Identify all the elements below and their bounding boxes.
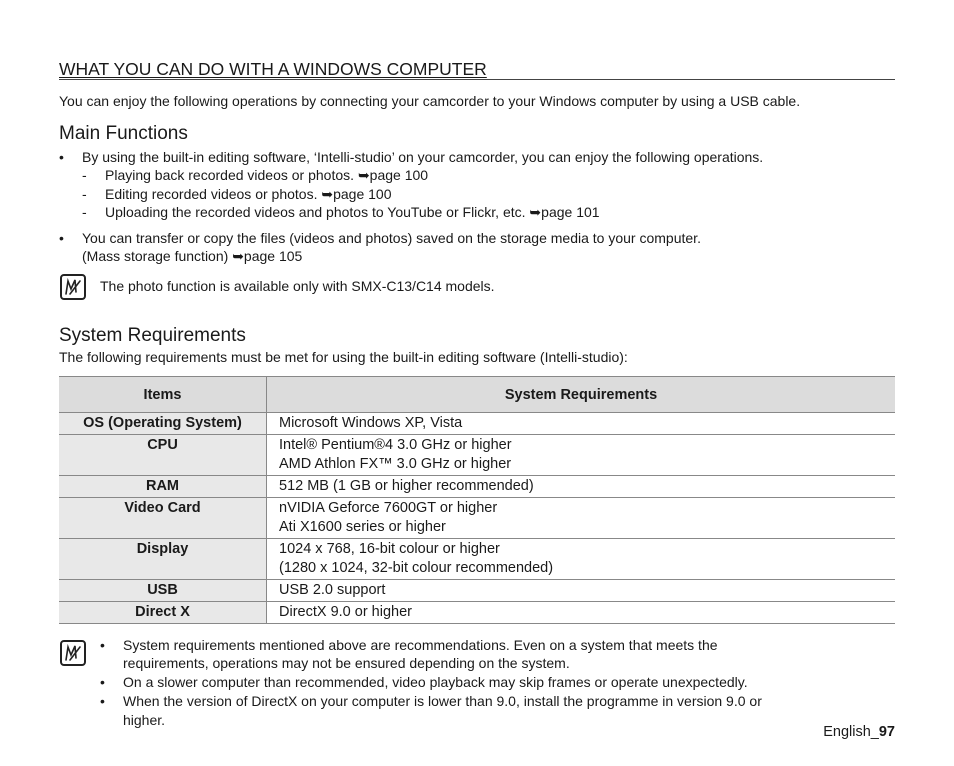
arrow-icon: ➥ (357, 167, 370, 183)
bullet-dot: • (100, 637, 105, 653)
note-line: On a slower computer than recommended, video playback may skip frames or operate unexpectedly. (123, 674, 748, 690)
row-item: OS (Operating System) (59, 413, 267, 435)
value-line: Ati X1600 series or higher (279, 519, 446, 535)
page-ref: page 101 (541, 204, 600, 220)
table-row (59, 602, 895, 624)
dash: - (82, 186, 87, 202)
page-ref: page 100 (369, 167, 429, 183)
table-header-row (59, 377, 895, 413)
page-ref: page 105 (243, 248, 303, 264)
sub-item-text: Uploading the recorded videos and photos to YouTube or Flickr, etc. (105, 204, 526, 220)
note-line: When the version of DirectX on your computer is lower than 9.0, install the programme in version 9.0 or (123, 693, 762, 709)
row-value (267, 539, 896, 580)
value-line: 1024 x 768, 16-bit colour or higher (279, 541, 500, 557)
row-item: Video Card (59, 498, 267, 539)
note-line: requirements, operations may not be ensured depending on the system. (123, 655, 570, 671)
dash: - (82, 204, 87, 220)
row-value (267, 580, 896, 602)
sub-item (105, 166, 428, 184)
page-ref: page 100 (333, 186, 392, 202)
dash: - (82, 167, 87, 183)
table-row (59, 498, 895, 539)
row-value (267, 413, 896, 435)
main-functions-heading: Main Functions (59, 123, 188, 144)
sub-item (105, 203, 600, 221)
value-line: 512 MB (1 GB or higher recommended) (279, 478, 534, 494)
page-title: WHAT YOU CAN DO WITH A WINDOWS COMPUTER (59, 59, 895, 80)
bullet-dot: • (59, 149, 64, 165)
row-item: Display (59, 539, 267, 580)
sub-item (105, 185, 392, 203)
column-header-items: Items (59, 377, 267, 413)
arrow-icon: ➥ (321, 186, 334, 202)
note-text: The photo function is available only with SMX-C13/C14 models. (100, 278, 495, 294)
value-line: USB 2.0 support (279, 582, 386, 598)
page-footer (823, 724, 895, 740)
value-line: Intel® Pentium®4 3.0 GHz or higher (279, 437, 512, 453)
table-row (59, 539, 895, 580)
table-row (59, 580, 895, 602)
row-item: CPU (59, 435, 267, 476)
mass-storage-text: (Mass storage function) (82, 248, 229, 264)
note-line: System requirements mentioned above are recommendations. Even on a system that meets the (123, 637, 718, 653)
bullet-dot: • (59, 230, 64, 246)
arrow-icon: ➥ (529, 204, 542, 220)
note-icon (60, 274, 86, 300)
sub-item-text: Editing recorded videos or photos. (105, 186, 318, 202)
value-line: (1280 x 1024, 32-bit colour recommended) (279, 560, 554, 576)
bullet-dot: • (100, 674, 105, 690)
note-icon (60, 640, 86, 666)
bullet-text: By using the built-in editing software, ‘Intelli-studio’ on your camcorder, you can enjoy the following operations. (82, 149, 764, 165)
table-row (59, 435, 895, 476)
value-line: DirectX 9.0 or higher (279, 604, 412, 620)
page-number: 97 (878, 724, 895, 740)
table-row (59, 413, 895, 435)
row-item: Direct X (59, 602, 267, 624)
column-header-requirements: System Requirements (267, 377, 896, 413)
system-requirements-heading: System Requirements (59, 325, 246, 346)
bullet-text-cont (82, 247, 302, 265)
bullet-dot: • (100, 693, 105, 709)
row-value (267, 602, 896, 624)
row-item: USB (59, 580, 267, 602)
row-value (267, 435, 896, 476)
row-value (267, 498, 896, 539)
row-value (267, 476, 896, 498)
requirements-table (59, 376, 895, 624)
footer-language: English_ (823, 724, 879, 740)
value-line: Microsoft Windows XP, Vista (279, 415, 463, 431)
arrow-icon: ➥ (232, 248, 244, 264)
bullet-text: You can transfer or copy the files (videos and photos) saved on the storage media to your computer. (82, 230, 701, 246)
table-row (59, 476, 895, 498)
row-item: RAM (59, 476, 267, 498)
sub-item-text: Playing back recorded videos or photos. (105, 167, 355, 183)
value-line: nVIDIA Geforce 7600GT or higher (279, 500, 498, 516)
requirements-intro: The following requirements must be met for using the built-in editing software (Intelli-studio): (59, 349, 628, 365)
value-line: AMD Athlon FX™ 3.0 GHz or higher (279, 456, 512, 472)
intro-text: You can enjoy the following operations by connecting your camcorder to your Windows computer by using a USB cable. (59, 93, 801, 109)
note-line: higher. (123, 712, 166, 728)
